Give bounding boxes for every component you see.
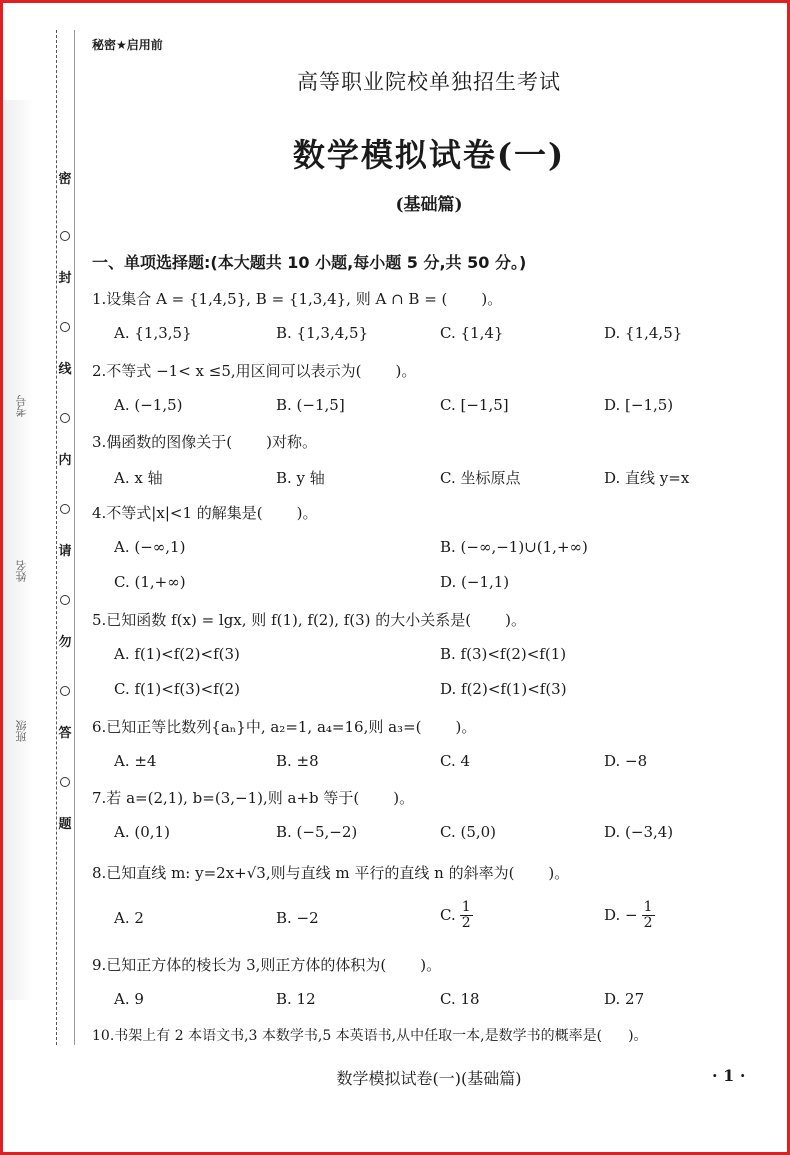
question-stem-end: )。: [505, 611, 527, 629]
seal-char: 答: [58, 726, 72, 741]
seal-char: 内: [58, 453, 72, 468]
footer-title: 数学模拟试卷(一)(基础篇): [336, 1069, 522, 1088]
question-stem-end: )。: [296, 504, 318, 522]
seal-char: 勿: [58, 635, 72, 650]
question-4: [92, 502, 317, 523]
page-title: 数学模拟试卷(一): [292, 136, 566, 174]
option-a: A. (−∞,1): [114, 538, 186, 556]
seal-char: 请: [58, 544, 72, 559]
option-b: B. 12: [276, 990, 316, 1008]
option-c: C. 18: [440, 990, 480, 1008]
option-d: D. 27: [604, 990, 645, 1008]
option-a: A. 9: [114, 990, 144, 1008]
exam-name: 高等职业院校单独招生考试: [297, 70, 561, 94]
secret-label: 秘密★启用前: [92, 38, 163, 52]
fraction-numerator: 1: [461, 899, 471, 915]
question-stem: 8.已知直线 m: y=2x+√3,则与直线 m 平行的直线 n 的斜率为(: [92, 864, 515, 882]
question-2: [92, 360, 416, 381]
question-7: [92, 787, 414, 808]
option-a: A. (0,1): [114, 823, 170, 841]
question-10: [92, 1025, 648, 1045]
question-stem: 9.已知正方体的棱长为 3,则正方体的体积为(: [92, 956, 387, 974]
option-c: C. (1,+∞): [114, 573, 186, 591]
fraction-numerator: 1: [643, 899, 653, 915]
question-6: [92, 716, 476, 737]
question-stem: 3.偶函数的图像关于(: [92, 433, 233, 451]
question-3: [92, 431, 317, 452]
option-d: D. (−1,1): [440, 573, 510, 591]
option-a: A. x 轴: [114, 469, 163, 487]
option-c: C. f(1)<f(3)<f(2): [114, 680, 241, 698]
option-d: D. 直线 y=x: [604, 469, 690, 487]
seal-circle-icon: [60, 595, 70, 605]
question-stem-end: )。: [481, 290, 503, 308]
question-stem-end: )对称。: [266, 433, 318, 451]
option-c: C. (5,0): [440, 823, 497, 841]
option-b: B. {1,3,4,5}: [276, 324, 369, 342]
option-a: A. {1,3,5}: [114, 324, 192, 342]
option-c-label: C.: [440, 905, 456, 924]
option-b: B. (−1,5]: [276, 396, 345, 414]
option-a: A. (−1,5): [114, 396, 183, 414]
seal-circle-icon: [60, 322, 70, 332]
option-a: A. ±4: [114, 752, 157, 770]
seal-char: 封: [58, 271, 72, 286]
question-stem: 2.不等式 −1< x ≤5,用区间可以表示为(: [92, 362, 362, 380]
question-stem-end: )。: [393, 789, 415, 807]
question-stem: 4.不等式|x|<1 的解集是(: [92, 504, 263, 522]
option-d: D. [−1,5): [604, 396, 674, 414]
page-subtitle: (基础篇): [395, 195, 463, 215]
option-d: [604, 900, 655, 932]
question-stem: 7.若 a=(2,1), b=(3,−1),则 a+b 等于(: [92, 789, 360, 807]
seal-char: 题: [58, 817, 72, 832]
option-d: D. −8: [604, 752, 648, 770]
question-stem: 5.已知函数 f(x) = lgx, 则 f(1), f(2), f(3) 的大小关系是(: [92, 611, 472, 629]
option-c: C. {1,4}: [440, 324, 504, 342]
option-d: D. {1,4,5}: [604, 324, 683, 342]
question-stem-end: )。: [455, 718, 477, 736]
option-b: B. −2: [276, 909, 319, 927]
question-stem-end: )。: [420, 956, 442, 974]
seal-circle-icon: [60, 504, 70, 514]
option-c: [440, 900, 473, 932]
scan-shadow: [3, 100, 33, 1000]
section-title: 一、单项选择题:(本大题共 10 小题,每小题 5 分,共 50 分。): [92, 253, 527, 272]
question-stem: 10.书架上有 2 本语文书,3 本数学书,5 本英语书,从中任取一本,是数学书的概率是(: [92, 1028, 603, 1044]
option-a: A. 2: [114, 909, 144, 927]
question-stem-end: )。: [628, 1028, 648, 1044]
option-b: B. f(3)<f(2)<f(1): [440, 645, 567, 663]
option-b: B. (−∞,−1)∪(1,+∞): [440, 538, 588, 556]
option-a: A. f(1)<f(2)<f(3): [114, 645, 240, 663]
option-b: B. ±8: [276, 752, 319, 770]
question-8: [92, 862, 569, 883]
side-label-name: 姓名: [15, 560, 28, 582]
seal-circle-icon: [60, 686, 70, 696]
side-label-exam-number: 考号: [15, 395, 28, 417]
question-stem: 6.已知正等比数列{aₙ}中, a₂=1, a₄=16,则 a₃=(: [92, 718, 422, 736]
seal-char: 线: [58, 362, 72, 377]
fraction: [460, 900, 473, 932]
seal-char: 密: [58, 172, 72, 187]
question-stem: 1.设集合 A = {1,4,5}, B = {1,3,4}, 则 A ∩ B = (: [92, 290, 448, 308]
option-c: C. 坐标原点: [440, 469, 521, 487]
option-d: D. (−3,4): [604, 823, 674, 841]
seal-circle-icon: [60, 413, 70, 423]
seal-circle-icon: [60, 231, 70, 241]
question-1: [92, 288, 502, 309]
page-number: · 1 ·: [712, 1066, 746, 1085]
option-d: D. f(2)<f(1)<f(3): [440, 680, 567, 698]
fraction-denominator: 2: [643, 915, 653, 932]
option-c: C. 4: [440, 752, 471, 770]
option-d-label: D. −: [604, 905, 638, 924]
question-stem-end: )。: [395, 362, 417, 380]
side-label-class: 班级: [15, 720, 28, 742]
fraction-denominator: 2: [461, 915, 471, 932]
option-c: C. [−1,5]: [440, 396, 509, 414]
question-5: [92, 609, 526, 630]
fraction: [642, 900, 655, 932]
option-b: B. y 轴: [276, 469, 325, 487]
seal-circle-icon: [60, 777, 70, 787]
seal-line-column: [53, 170, 77, 834]
question-9: [92, 954, 441, 975]
option-b: B. (−5,−2): [276, 823, 358, 841]
question-stem-end: )。: [548, 864, 570, 882]
